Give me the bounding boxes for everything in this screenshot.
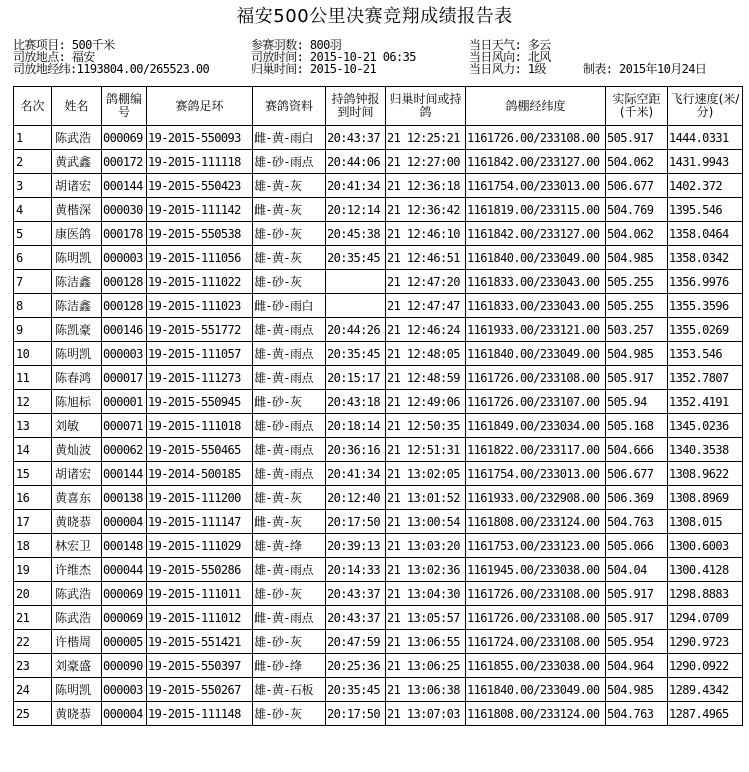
- table-row: [14, 222, 743, 246]
- cell-name: 陈旭标: [52, 390, 102, 414]
- cell-speed: 1294.0709: [668, 606, 743, 630]
- cell-name: 陈凯豪: [52, 318, 102, 342]
- cell-info: 雄-黄-绛: [253, 534, 326, 558]
- cell-info: 雄-黄-灰: [253, 174, 326, 198]
- cell-clock-report: 20:35:45: [326, 342, 386, 366]
- cell-rank: 15: [14, 462, 52, 486]
- cell-coords: 1161808.00/233124.00: [466, 702, 606, 726]
- cell-coords: 1161933.00/232908.00: [466, 486, 606, 510]
- table-row: [14, 318, 743, 342]
- cell-coords: 1161726.00/233108.00: [466, 126, 606, 150]
- cell-name: 陈明凯: [52, 342, 102, 366]
- cell-rank: 21: [14, 606, 52, 630]
- table-row: [14, 414, 743, 438]
- cell-speed: 1290.0922: [668, 654, 743, 678]
- table-row: [14, 654, 743, 678]
- cell-speed: 1289.4342: [668, 678, 743, 702]
- cell-info: 雄-黄-雨点: [253, 438, 326, 462]
- table-row: [14, 198, 743, 222]
- cell-info: 雄-黄-雨点: [253, 318, 326, 342]
- table-row: [14, 342, 743, 366]
- cell-clock-report: 20:12:40: [326, 486, 386, 510]
- cell-speed: 1308.9622: [668, 462, 743, 486]
- cell-info: 雌-砂-雨白: [253, 294, 326, 318]
- cell-rank: 8: [14, 294, 52, 318]
- cell-info: 雄-砂-雨点: [253, 150, 326, 174]
- cell-arrival: 21 13:02:36: [386, 558, 466, 582]
- table-row: [14, 294, 743, 318]
- cell-speed: 1298.8883: [668, 582, 743, 606]
- cell-ring: 19-2015-111018: [147, 414, 253, 438]
- cell-speed: 1353.546: [668, 342, 743, 366]
- cell-rank: 23: [14, 654, 52, 678]
- cell-arrival: 21 13:03:20: [386, 534, 466, 558]
- cell-distance: 505.255: [606, 294, 668, 318]
- cell-name: 陈洁鑫: [52, 294, 102, 318]
- cell-loft-id: 000146: [102, 318, 147, 342]
- cell-loft-id: 000069: [102, 606, 147, 630]
- cell-info: 雄-黄-灰: [253, 246, 326, 270]
- cell-arrival: 21 13:01:52: [386, 486, 466, 510]
- cell-arrival: 21 13:02:05: [386, 462, 466, 486]
- cell-name: 陈春鸿: [52, 366, 102, 390]
- cell-distance: 505.917: [606, 606, 668, 630]
- cell-rank: 22: [14, 630, 52, 654]
- cell-arrival: 21 12:36:42: [386, 198, 466, 222]
- cell-speed: 1287.4965: [668, 702, 743, 726]
- cell-distance: 506.677: [606, 462, 668, 486]
- cell-name: 许楷周: [52, 630, 102, 654]
- cell-speed: 1402.372: [668, 174, 743, 198]
- cell-name: 黄灿波: [52, 438, 102, 462]
- cell-clock-report: 20:36:16: [326, 438, 386, 462]
- cell-ring: 19-2015-550286: [147, 558, 253, 582]
- cell-clock-report: 20:47:59: [326, 630, 386, 654]
- cell-rank: 25: [14, 702, 52, 726]
- table-row: [14, 366, 743, 390]
- cell-distance: 504.985: [606, 342, 668, 366]
- cell-ring: 19-2015-111056: [147, 246, 253, 270]
- cell-name: 黄晓恭: [52, 510, 102, 534]
- cell-ring: 19-2015-551772: [147, 318, 253, 342]
- cell-coords: 1161724.00/233108.00: [466, 630, 606, 654]
- cell-speed: 1358.0464: [668, 222, 743, 246]
- cell-coords: 1161726.00/233108.00: [466, 366, 606, 390]
- cell-loft-id: 000172: [102, 150, 147, 174]
- cell-loft-id: 000017: [102, 366, 147, 390]
- cell-name: 陈明凯: [52, 246, 102, 270]
- table-row: [14, 702, 743, 726]
- cell-speed: 1444.0331: [668, 126, 743, 150]
- cell-arrival: 21 13:04:30: [386, 582, 466, 606]
- cell-clock-report: 20:43:37: [326, 126, 386, 150]
- cell-rank: 3: [14, 174, 52, 198]
- cell-ring: 19-2015-550267: [147, 678, 253, 702]
- cell-ring: 19-2015-550397: [147, 654, 253, 678]
- cell-arrival: 21 12:47:20: [386, 270, 466, 294]
- cell-loft-id: 000148: [102, 534, 147, 558]
- cell-ring: 19-2015-550538: [147, 222, 253, 246]
- cell-distance: 504.062: [606, 222, 668, 246]
- cell-coords: 1161822.00/233117.00: [466, 438, 606, 462]
- release-coords: 司放地经纬:1193804.00/265523.00: [13, 62, 210, 76]
- release-time: 司放时间: 2015-10-21 06:35: [251, 50, 416, 64]
- cell-loft-id: 000144: [102, 462, 147, 486]
- cell-info: 雄-黄-雨点: [253, 342, 326, 366]
- cell-ring: 19-2015-111148: [147, 702, 253, 726]
- cell-distance: 503.257: [606, 318, 668, 342]
- cell-rank: 17: [14, 510, 52, 534]
- cell-coords: 1161842.00/233127.00: [466, 222, 606, 246]
- cell-distance: 504.985: [606, 678, 668, 702]
- cell-ring: 19-2015-111147: [147, 510, 253, 534]
- cell-name: 陈洁鑫: [52, 270, 102, 294]
- cell-rank: 4: [14, 198, 52, 222]
- cell-name: 刘敏: [52, 414, 102, 438]
- cell-name: 康医鸽: [52, 222, 102, 246]
- cell-ring: 19-2015-111200: [147, 486, 253, 510]
- cell-clock-report: 20:44:26: [326, 318, 386, 342]
- cell-name: 黄喜东: [52, 486, 102, 510]
- cell-speed: 1355.0269: [668, 318, 743, 342]
- cell-loft-id: 000138: [102, 486, 147, 510]
- cell-clock-report: 20:15:17: [326, 366, 386, 390]
- cell-rank: 1: [14, 126, 52, 150]
- col-arrival: 归巢时间或持鸽: [386, 87, 466, 126]
- cell-name: 陈武浩: [52, 126, 102, 150]
- cell-speed: 1355.3596: [668, 294, 743, 318]
- cell-arrival: 21 12:27:00: [386, 150, 466, 174]
- weather: 当日天气: 多云: [469, 38, 551, 52]
- cell-coords: 1161753.00/233123.00: [466, 534, 606, 558]
- cell-arrival: 21 13:05:57: [386, 606, 466, 630]
- cell-coords: 1161833.00/233043.00: [466, 294, 606, 318]
- cell-info: 雌-砂-绛: [253, 654, 326, 678]
- cell-info: 雌-砂-灰: [253, 390, 326, 414]
- cell-clock-report: 20:12:14: [326, 198, 386, 222]
- cell-clock-report: [326, 270, 386, 294]
- cell-speed: 1300.4128: [668, 558, 743, 582]
- cell-name: 黄楷深: [52, 198, 102, 222]
- cell-arrival: 21 12:46:24: [386, 318, 466, 342]
- cell-rank: 18: [14, 534, 52, 558]
- cell-ring: 19-2015-111023: [147, 294, 253, 318]
- cell-loft-id: 000003: [102, 246, 147, 270]
- table-row: [14, 606, 743, 630]
- cell-clock-report: 20:39:13: [326, 534, 386, 558]
- cell-ring: 19-2015-550465: [147, 438, 253, 462]
- cell-arrival: 21 12:36:18: [386, 174, 466, 198]
- header-row: [14, 87, 743, 126]
- cell-name: 黄晓恭: [52, 702, 102, 726]
- return-time: 归巢时间: 2015-10-21: [251, 62, 377, 76]
- cell-info: 雄-砂-灰: [253, 702, 326, 726]
- cell-ring: 19-2014-500185: [147, 462, 253, 486]
- cell-info: 雄-砂-灰: [253, 630, 326, 654]
- table-row: [14, 678, 743, 702]
- table-row: [14, 486, 743, 510]
- cell-coords: 1161842.00/233127.00: [466, 150, 606, 174]
- cell-name: 林宏卫: [52, 534, 102, 558]
- cell-distance: 505.066: [606, 534, 668, 558]
- cell-info: 雄-砂-雨点: [253, 414, 326, 438]
- cell-arrival: 21 12:50:35: [386, 414, 466, 438]
- cell-distance: 504.769: [606, 198, 668, 222]
- results-table: [13, 86, 743, 726]
- cell-loft-id: 000069: [102, 582, 147, 606]
- cell-speed: 1308.8969: [668, 486, 743, 510]
- cell-loft-id: 000030: [102, 198, 147, 222]
- cell-coords: 1161849.00/233034.00: [466, 414, 606, 438]
- race-item: 比赛项目: 500千米: [13, 38, 115, 52]
- cell-coords: 1161840.00/233049.00: [466, 678, 606, 702]
- table-row: [14, 390, 743, 414]
- cell-speed: 1345.0236: [668, 414, 743, 438]
- cell-arrival: 21 12:46:10: [386, 222, 466, 246]
- cell-coords: 1161855.00/233038.00: [466, 654, 606, 678]
- cell-ring: 19-2015-111118: [147, 150, 253, 174]
- cell-coords: 1161945.00/233038.00: [466, 558, 606, 582]
- cell-arrival: 21 12:46:51: [386, 246, 466, 270]
- cell-ring: 19-2015-111011: [147, 582, 253, 606]
- cell-arrival: 21 12:47:47: [386, 294, 466, 318]
- col-distance: 实际空距(千米): [606, 87, 668, 126]
- cell-loft-id: 000071: [102, 414, 147, 438]
- cell-coords: 1161754.00/233013.00: [466, 174, 606, 198]
- cell-clock-report: 20:25:36: [326, 654, 386, 678]
- cell-loft-id: 000004: [102, 510, 147, 534]
- cell-loft-id: 000178: [102, 222, 147, 246]
- table-row: [14, 150, 743, 174]
- table-row: [14, 462, 743, 486]
- cell-ring: 19-2015-550945: [147, 390, 253, 414]
- cell-coords: 1161754.00/233013.00: [466, 462, 606, 486]
- cell-rank: 7: [14, 270, 52, 294]
- table-row: [14, 582, 743, 606]
- cell-rank: 14: [14, 438, 52, 462]
- cell-name: 胡诸宏: [52, 462, 102, 486]
- table-made-date: 制表: 2015年10月24日: [583, 62, 707, 76]
- table-row: [14, 558, 743, 582]
- cell-loft-id: 000003: [102, 678, 147, 702]
- results-body: [14, 126, 743, 726]
- cell-distance: 504.964: [606, 654, 668, 678]
- cell-ring: 19-2015-551421: [147, 630, 253, 654]
- cell-arrival: 21 12:49:06: [386, 390, 466, 414]
- cell-loft-id: 000044: [102, 558, 147, 582]
- cell-rank: 10: [14, 342, 52, 366]
- report-title: 福安500公里决赛竞翔成绩报告表: [236, 6, 513, 27]
- table-row: [14, 438, 743, 462]
- cell-ring: 19-2015-550093: [147, 126, 253, 150]
- table-row: [14, 534, 743, 558]
- cell-info: 雄-黄-雨点: [253, 462, 326, 486]
- cell-ring: 19-2015-111142: [147, 198, 253, 222]
- cell-distance: 505.917: [606, 582, 668, 606]
- cell-distance: 504.666: [606, 438, 668, 462]
- cell-name: 许维杰: [52, 558, 102, 582]
- cell-distance: 505.168: [606, 414, 668, 438]
- cell-distance: 506.369: [606, 486, 668, 510]
- cell-info: 雌-黄-灰: [253, 510, 326, 534]
- cell-info: 雄-黄-雨点: [253, 558, 326, 582]
- cell-arrival: 21 12:51:31: [386, 438, 466, 462]
- cell-speed: 1308.015: [668, 510, 743, 534]
- wind-direction: 当日风向: 北风: [469, 50, 551, 64]
- cell-arrival: 21 13:06:55: [386, 630, 466, 654]
- cell-name: 陈武浩: [52, 606, 102, 630]
- cell-rank: 16: [14, 486, 52, 510]
- cell-arrival: 21 12:25:21: [386, 126, 466, 150]
- col-loft-id: 鸽棚编号: [102, 87, 147, 126]
- cell-loft-id: 000004: [102, 702, 147, 726]
- cell-distance: 505.255: [606, 270, 668, 294]
- cell-loft-id: 000005: [102, 630, 147, 654]
- table-row: [14, 126, 743, 150]
- cell-info: 雄-黄-灰: [253, 486, 326, 510]
- cell-clock-report: 20:45:38: [326, 222, 386, 246]
- cell-distance: 505.954: [606, 630, 668, 654]
- cell-rank: 11: [14, 366, 52, 390]
- cell-ring: 19-2015-111012: [147, 606, 253, 630]
- cell-arrival: 21 12:48:59: [386, 366, 466, 390]
- cell-info: 雄-黄-雨点: [253, 366, 326, 390]
- cell-distance: 504.985: [606, 246, 668, 270]
- cell-arrival: 21 13:00:54: [386, 510, 466, 534]
- col-info: 赛鸽资料: [253, 87, 326, 126]
- cell-loft-id: 000001: [102, 390, 147, 414]
- table-row: [14, 630, 743, 654]
- cell-speed: 1300.6003: [668, 534, 743, 558]
- cell-distance: 504.062: [606, 150, 668, 174]
- cell-info: 雌-黄-灰: [253, 198, 326, 222]
- cell-speed: 1358.0342: [668, 246, 743, 270]
- cell-coords: 1161808.00/233124.00: [466, 510, 606, 534]
- cell-clock-report: 20:35:45: [326, 246, 386, 270]
- release-place: 司放地点: 福安: [13, 50, 95, 64]
- cell-ring: 19-2015-111057: [147, 342, 253, 366]
- cell-rank: 12: [14, 390, 52, 414]
- cell-loft-id: 000090: [102, 654, 147, 678]
- cell-loft-id: 000128: [102, 270, 147, 294]
- cell-info: 雌-黄-雨白: [253, 126, 326, 150]
- cell-clock-report: 20:17:50: [326, 702, 386, 726]
- cell-clock-report: 20:41:34: [326, 462, 386, 486]
- cell-rank: 19: [14, 558, 52, 582]
- cell-ring: 19-2015-550423: [147, 174, 253, 198]
- cell-rank: 24: [14, 678, 52, 702]
- cell-distance: 506.677: [606, 174, 668, 198]
- cell-distance: 504.763: [606, 510, 668, 534]
- cell-clock-report: 20:44:06: [326, 150, 386, 174]
- cell-distance: 505.917: [606, 366, 668, 390]
- cell-name: 陈武浩: [52, 582, 102, 606]
- table-row: [14, 246, 743, 270]
- cell-info: 雄-砂-灰: [253, 582, 326, 606]
- cell-loft-id: 000128: [102, 294, 147, 318]
- cell-name: 胡诸宏: [52, 174, 102, 198]
- cell-clock-report: 20:14:33: [326, 558, 386, 582]
- col-coords: 鸽棚经纬度: [466, 87, 606, 126]
- col-speed: 飞行速度(米/分): [668, 87, 743, 126]
- cell-name: 刘豪盛: [52, 654, 102, 678]
- cell-rank: 9: [14, 318, 52, 342]
- cell-coords: 1161840.00/233049.00: [466, 342, 606, 366]
- cell-speed: 1290.9723: [668, 630, 743, 654]
- col-name: 姓名: [52, 87, 102, 126]
- table-row: [14, 270, 743, 294]
- cell-speed: 1356.9976: [668, 270, 743, 294]
- cell-coords: 1161819.00/233115.00: [466, 198, 606, 222]
- cell-clock-report: [326, 294, 386, 318]
- cell-speed: 1352.4191: [668, 390, 743, 414]
- cell-distance: 504.04: [606, 558, 668, 582]
- cell-distance: 505.917: [606, 126, 668, 150]
- cell-loft-id: 000144: [102, 174, 147, 198]
- col-clock-report: 持鸽钟报到时间: [326, 87, 386, 126]
- cell-loft-id: 000062: [102, 438, 147, 462]
- table-row: [14, 174, 743, 198]
- col-rank: 名次: [14, 87, 52, 126]
- cell-arrival: 21 13:07:03: [386, 702, 466, 726]
- cell-ring: 19-2015-111029: [147, 534, 253, 558]
- entries-count: 参赛羽数: 800羽: [251, 38, 342, 52]
- cell-coords: 1161726.00/233108.00: [466, 606, 606, 630]
- cell-coords: 1161726.00/233108.00: [466, 582, 606, 606]
- cell-clock-report: 20:41:34: [326, 174, 386, 198]
- cell-speed: 1431.9943: [668, 150, 743, 174]
- cell-name: 黄武鑫: [52, 150, 102, 174]
- col-ring: 赛鸽足环: [147, 87, 253, 126]
- cell-info: 雄-黄-石板: [253, 678, 326, 702]
- cell-clock-report: 20:17:50: [326, 510, 386, 534]
- cell-speed: 1395.546: [668, 198, 743, 222]
- cell-ring: 19-2015-111022: [147, 270, 253, 294]
- cell-clock-report: 20:43:18: [326, 390, 386, 414]
- cell-distance: 504.763: [606, 702, 668, 726]
- cell-arrival: 21 13:06:25: [386, 654, 466, 678]
- cell-coords: 1161840.00/233049.00: [466, 246, 606, 270]
- cell-info: 雄-砂-灰: [253, 222, 326, 246]
- cell-loft-id: 000069: [102, 126, 147, 150]
- cell-rank: 20: [14, 582, 52, 606]
- cell-distance: 505.94: [606, 390, 668, 414]
- cell-coords: 1161933.00/233121.00: [466, 318, 606, 342]
- cell-info: 雄-砂-灰: [253, 270, 326, 294]
- cell-speed: 1340.3538: [668, 438, 743, 462]
- cell-rank: 13: [14, 414, 52, 438]
- cell-arrival: 21 13:06:38: [386, 678, 466, 702]
- table-row: [14, 510, 743, 534]
- cell-clock-report: 20:43:37: [326, 582, 386, 606]
- cell-coords: 1161726.00/233107.00: [466, 390, 606, 414]
- cell-coords: 1161833.00/233043.00: [466, 270, 606, 294]
- cell-loft-id: 000003: [102, 342, 147, 366]
- wind-force: 当日风力: 1级: [469, 62, 546, 76]
- cell-clock-report: 20:18:14: [326, 414, 386, 438]
- cell-ring: 19-2015-111273: [147, 366, 253, 390]
- cell-rank: 6: [14, 246, 52, 270]
- cell-clock-report: 20:43:37: [326, 606, 386, 630]
- cell-info: 雌-黄-雨点: [253, 606, 326, 630]
- cell-clock-report: 20:35:45: [326, 678, 386, 702]
- cell-rank: 2: [14, 150, 52, 174]
- cell-name: 陈明凯: [52, 678, 102, 702]
- cell-speed: 1352.7807: [668, 366, 743, 390]
- cell-rank: 5: [14, 222, 52, 246]
- cell-arrival: 21 12:48:05: [386, 342, 466, 366]
